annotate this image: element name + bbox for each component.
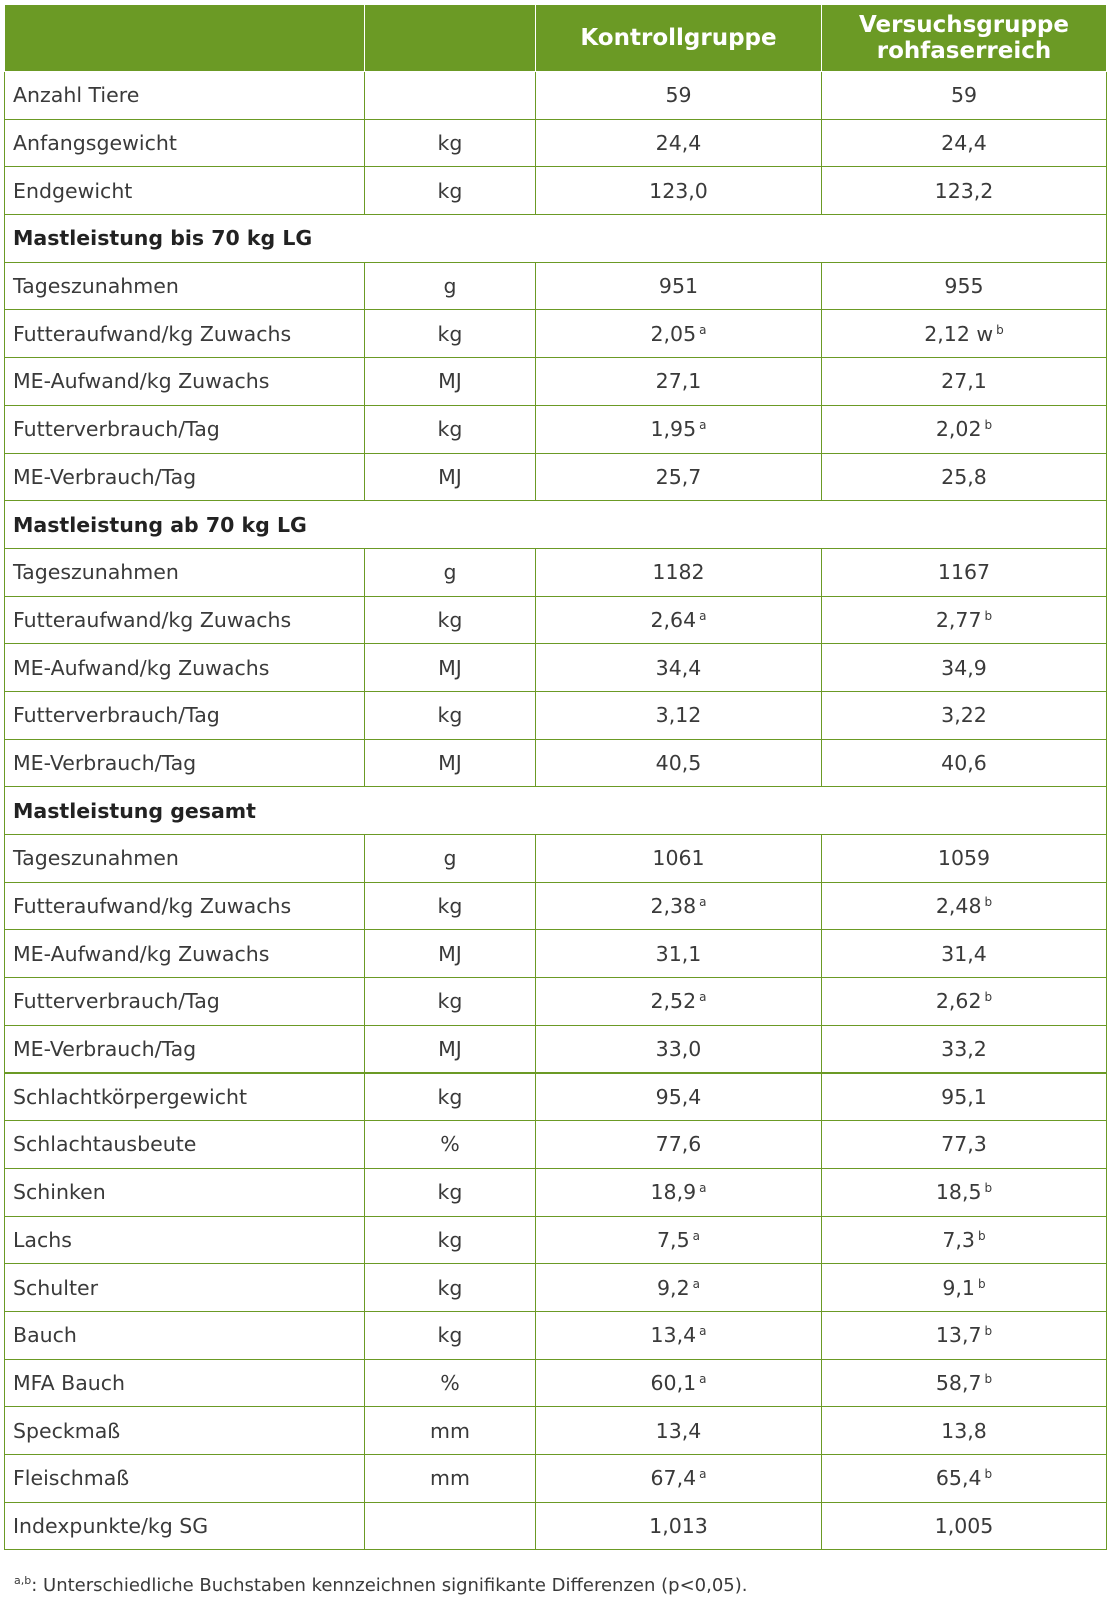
- results-table-container: [4, 4, 1106, 1550]
- significance-letter: b: [977, 1276, 986, 1291]
- row-value-kontrollgruppe-text: 7,5: [657, 1227, 690, 1252]
- row-label: [5, 453, 365, 501]
- row-unit: [365, 644, 536, 692]
- table-row: [5, 691, 1107, 739]
- row-label: [5, 1502, 365, 1550]
- table-row: [5, 1407, 1107, 1455]
- row-value-versuchsgruppe-text: 1059: [937, 846, 991, 871]
- row-unit: [365, 1216, 536, 1264]
- row-label-text: Anfangsgewicht: [13, 131, 177, 156]
- row-value-versuchsgruppe-text: 2,62: [935, 989, 982, 1014]
- row-value-versuchsgruppe: [822, 1073, 1107, 1121]
- row-value-kontrollgruppe: [536, 691, 822, 739]
- row-unit: [365, 1407, 536, 1455]
- row-label-text: Tageszunahmen: [13, 846, 179, 871]
- table-row: [5, 119, 1107, 167]
- row-label: [5, 262, 365, 310]
- row-label-text: ME-Aufwand/kg Zuwachs: [13, 369, 270, 394]
- row-unit-text: MJ: [438, 369, 462, 394]
- row-value-kontrollgruppe: [536, 1407, 822, 1455]
- row-label: [5, 930, 365, 978]
- row-value-versuchsgruppe-text: 1167: [937, 560, 991, 585]
- row-unit: [365, 548, 536, 596]
- significance-letter: b: [984, 990, 993, 1005]
- row-value-kontrollgruppe-text: 2,38: [650, 894, 697, 919]
- row-value-versuchsgruppe: [822, 835, 1107, 883]
- row-unit: [365, 1502, 536, 1550]
- row-label-text: ME-Verbrauch/Tag: [13, 1036, 197, 1061]
- row-unit: [365, 882, 536, 930]
- row-unit: [365, 978, 536, 1026]
- table-row: [5, 978, 1107, 1026]
- header-cell-label: [5, 5, 365, 72]
- row-value-kontrollgruppe-text: 1,013: [649, 1513, 708, 1538]
- row-value-kontrollgruppe-text: 2,52: [650, 989, 697, 1014]
- row-value-kontrollgruppe-text: 2,64: [650, 607, 697, 632]
- row-value-versuchsgruppe-text: 3,22: [941, 703, 987, 728]
- significance-letter: a: [699, 1467, 707, 1482]
- row-label-text: Futteraufwand/kg Zuwachs: [13, 321, 292, 346]
- table-row: [5, 72, 1107, 120]
- row-value-versuchsgruppe-text: 2,02: [935, 417, 982, 442]
- row-unit-text: MJ: [438, 750, 462, 775]
- row-value-versuchsgruppe: [822, 310, 1107, 358]
- row-value-kontrollgruppe: [536, 72, 822, 120]
- significance-letter: b: [984, 895, 993, 910]
- row-label-text: Tageszunahmen: [13, 560, 179, 585]
- row-value-kontrollgruppe: [536, 978, 822, 1026]
- header-cell-kontrollgruppe: Kontrollgruppe: [536, 5, 822, 72]
- table-row: [5, 167, 1107, 215]
- row-label: [5, 72, 365, 120]
- significance-letter: a: [692, 1276, 700, 1291]
- row-label-text: Speckmaß: [13, 1418, 121, 1443]
- table-body: [5, 72, 1107, 1550]
- row-value-versuchsgruppe-text: 40,6: [941, 750, 987, 775]
- significance-letter: a: [699, 1371, 707, 1386]
- row-label-text: Schlachtkörpergewicht: [13, 1085, 248, 1110]
- table-row: [5, 1073, 1107, 1121]
- row-value-versuchsgruppe: [822, 167, 1107, 215]
- row-value-versuchsgruppe: [822, 548, 1107, 596]
- row-value-versuchsgruppe-text: 65,4: [935, 1466, 982, 1491]
- row-value-kontrollgruppe-text: 34,4: [655, 655, 702, 680]
- row-label: [5, 1311, 365, 1359]
- row-unit-text: MJ: [438, 941, 462, 966]
- row-value-kontrollgruppe: [536, 1025, 822, 1073]
- row-label-text: Lachs: [13, 1227, 72, 1252]
- row-label-text: Endgewicht: [13, 178, 133, 203]
- row-value-kontrollgruppe: [536, 644, 822, 692]
- row-label-text: ME-Aufwand/kg Zuwachs: [13, 655, 270, 680]
- row-value-versuchsgruppe: [822, 1168, 1107, 1216]
- row-value-versuchsgruppe: [822, 930, 1107, 978]
- row-label: [5, 835, 365, 883]
- row-unit-text: g: [443, 560, 457, 585]
- significance-letter: a: [699, 895, 707, 910]
- row-value-kontrollgruppe-text: 123,0: [649, 178, 708, 203]
- row-label: [5, 405, 365, 453]
- row-label-text: Anzahl Tiere: [13, 83, 140, 108]
- row-value-kontrollgruppe-text: 1061: [652, 846, 705, 871]
- row-label: [5, 548, 365, 596]
- row-unit: [365, 119, 536, 167]
- row-value-kontrollgruppe-text: 95,4: [655, 1085, 702, 1110]
- row-unit: [365, 930, 536, 978]
- row-value-kontrollgruppe: [536, 930, 822, 978]
- row-value-versuchsgruppe: [822, 1502, 1107, 1550]
- row-unit: [365, 691, 536, 739]
- row-unit-text: kg: [437, 321, 463, 346]
- row-value-kontrollgruppe: [536, 358, 822, 406]
- row-value-versuchsgruppe-text: 18,5: [935, 1180, 982, 1205]
- row-value-kontrollgruppe: [536, 1359, 822, 1407]
- row-unit: [365, 1264, 536, 1312]
- row-unit: [365, 358, 536, 406]
- row-label: [5, 1073, 365, 1121]
- table-row: [5, 1025, 1107, 1073]
- row-label: [5, 167, 365, 215]
- row-label-text: Futterverbrauch/Tag: [13, 989, 220, 1014]
- row-unit: [365, 310, 536, 358]
- section-row: [5, 501, 1107, 549]
- row-value-kontrollgruppe-text: 25,7: [655, 464, 702, 489]
- header-versuchsgruppe-line1: Versuchsgruppe: [859, 12, 1069, 38]
- row-value-kontrollgruppe-text: 24,4: [655, 131, 702, 156]
- row-value-versuchsgruppe-text: 27,1: [941, 369, 987, 394]
- row-value-kontrollgruppe-text: 40,5: [655, 750, 702, 775]
- row-value-kontrollgruppe: [536, 310, 822, 358]
- row-value-kontrollgruppe: [536, 739, 822, 787]
- row-unit: [365, 1168, 536, 1216]
- row-unit: [365, 1359, 536, 1407]
- section-heading: Mastleistung gesamt: [5, 787, 1107, 835]
- row-unit-text: kg: [437, 178, 463, 203]
- section-heading: Mastleistung bis 70 kg LG: [5, 215, 1107, 263]
- significance-letter: a: [699, 322, 707, 337]
- table-row: [5, 882, 1107, 930]
- row-value-versuchsgruppe: [822, 644, 1107, 692]
- row-label-text: Schinken: [13, 1180, 106, 1205]
- row-value-versuchsgruppe-text: 2,48: [935, 894, 982, 919]
- row-value-versuchsgruppe: [822, 882, 1107, 930]
- row-value-versuchsgruppe-text: 955: [944, 274, 984, 299]
- row-label: [5, 882, 365, 930]
- row-value-versuchsgruppe-text: 31,4: [941, 941, 987, 966]
- row-unit-text: g: [443, 846, 457, 871]
- row-value-versuchsgruppe-text: 2,77: [935, 607, 982, 632]
- row-value-kontrollgruppe: [536, 1502, 822, 1550]
- row-unit-text: kg: [437, 1085, 463, 1110]
- row-unit: [365, 596, 536, 644]
- row-unit-text: kg: [437, 607, 463, 632]
- row-value-kontrollgruppe-text: 951: [658, 274, 699, 299]
- row-unit: [365, 1073, 536, 1121]
- row-label-text: Bauch: [13, 1323, 77, 1348]
- row-value-kontrollgruppe: [536, 882, 822, 930]
- row-value-versuchsgruppe: [822, 119, 1107, 167]
- row-unit-text: kg: [437, 1275, 463, 1300]
- table-header: [5, 5, 1107, 72]
- row-value-versuchsgruppe-text: 59: [950, 83, 978, 108]
- header-cell-versuchsgruppe: [822, 5, 1107, 72]
- significance-letter: b: [977, 1228, 986, 1243]
- row-label-text: MFA Bauch: [13, 1370, 126, 1395]
- row-value-versuchsgruppe: [822, 1121, 1107, 1169]
- row-value-kontrollgruppe: [536, 1168, 822, 1216]
- row-value-versuchsgruppe-text: 33,2: [941, 1036, 987, 1061]
- row-label-text: ME-Verbrauch/Tag: [13, 750, 197, 775]
- row-value-versuchsgruppe: [822, 1216, 1107, 1264]
- row-value-versuchsgruppe-text: 95,1: [941, 1085, 987, 1110]
- row-label: [5, 1359, 365, 1407]
- row-unit-text: kg: [437, 703, 463, 728]
- row-label-text: Futterverbrauch/Tag: [13, 417, 220, 442]
- row-value-versuchsgruppe-text: 13,8: [941, 1418, 987, 1443]
- significance-letter: a: [699, 418, 707, 433]
- row-label-text: Futterverbrauch/Tag: [13, 703, 220, 728]
- row-value-versuchsgruppe-text: 58,7: [935, 1370, 982, 1395]
- significance-letter: b: [984, 608, 993, 623]
- table-row: [5, 1216, 1107, 1264]
- row-label-text: Schlachtausbeute: [13, 1132, 197, 1157]
- significance-letter: a: [692, 1228, 700, 1243]
- row-value-kontrollgruppe: [536, 1454, 822, 1502]
- row-label-text: ME-Verbrauch/Tag: [13, 464, 197, 489]
- section-row: [5, 215, 1107, 263]
- row-value-versuchsgruppe-text: 2,12 w: [924, 321, 994, 346]
- header-row: [5, 5, 1107, 72]
- table-row: [5, 644, 1107, 692]
- header-versuchsgruppe-line2: rohfaserreich: [876, 38, 1052, 64]
- section-row: [5, 787, 1107, 835]
- table-row: [5, 1454, 1107, 1502]
- row-unit: [365, 405, 536, 453]
- row-unit: [365, 453, 536, 501]
- row-unit-text: %: [440, 1370, 460, 1395]
- row-value-versuchsgruppe: [822, 596, 1107, 644]
- row-unit-text: kg: [437, 1180, 463, 1205]
- row-label: [5, 739, 365, 787]
- row-value-versuchsgruppe: [822, 691, 1107, 739]
- row-unit: [365, 739, 536, 787]
- row-value-kontrollgruppe: [536, 262, 822, 310]
- row-label: [5, 1216, 365, 1264]
- row-value-versuchsgruppe: [822, 1311, 1107, 1359]
- row-label: [5, 1407, 365, 1455]
- row-value-versuchsgruppe-text: 7,3: [942, 1227, 975, 1252]
- row-value-kontrollgruppe-text: 1,95: [650, 417, 697, 442]
- row-unit-text: g: [443, 274, 457, 299]
- row-label: [5, 358, 365, 406]
- table-row: [5, 739, 1107, 787]
- row-label: [5, 691, 365, 739]
- row-value-kontrollgruppe-text: 27,1: [655, 369, 702, 394]
- row-unit-text: %: [440, 1132, 460, 1157]
- row-value-kontrollgruppe: [536, 1311, 822, 1359]
- row-unit: [365, 1311, 536, 1359]
- row-value-kontrollgruppe-text: 9,2: [657, 1275, 690, 1300]
- row-label: [5, 1264, 365, 1312]
- significance-letter: a: [699, 1324, 707, 1339]
- row-unit-text: kg: [437, 131, 463, 156]
- row-label-text: Schulter: [13, 1275, 99, 1300]
- row-value-kontrollgruppe-text: 18,9: [650, 1180, 697, 1205]
- row-label: [5, 596, 365, 644]
- significance-letter: a: [699, 990, 707, 1005]
- row-value-kontrollgruppe-text: 67,4: [650, 1466, 697, 1491]
- row-value-versuchsgruppe: [822, 72, 1107, 120]
- table-row: [5, 358, 1107, 406]
- row-label-text: ME-Aufwand/kg Zuwachs: [13, 941, 270, 966]
- row-value-kontrollgruppe-text: 2,05: [650, 321, 697, 346]
- table-row: [5, 1311, 1107, 1359]
- row-value-versuchsgruppe-text: 9,1: [942, 1275, 975, 1300]
- table-row: [5, 405, 1107, 453]
- row-value-kontrollgruppe-text: 13,4: [650, 1323, 697, 1348]
- row-value-kontrollgruppe: [536, 1264, 822, 1312]
- row-value-kontrollgruppe: [536, 405, 822, 453]
- row-value-versuchsgruppe: [822, 1025, 1107, 1073]
- row-value-versuchsgruppe: [822, 1454, 1107, 1502]
- significance-letter: a: [699, 608, 707, 623]
- row-unit-text: kg: [437, 1227, 463, 1252]
- row-unit: [365, 1121, 536, 1169]
- row-unit-text: kg: [437, 989, 463, 1014]
- row-value-kontrollgruppe-text: 13,4: [655, 1418, 702, 1443]
- row-unit: [365, 262, 536, 310]
- row-value-kontrollgruppe: [536, 596, 822, 644]
- row-value-kontrollgruppe: [536, 835, 822, 883]
- row-value-kontrollgruppe-text: 60,1: [650, 1370, 697, 1395]
- table-row: [5, 1502, 1107, 1550]
- row-value-versuchsgruppe: [822, 1264, 1107, 1312]
- significance-letter: b: [984, 1181, 993, 1196]
- row-value-versuchsgruppe: [822, 978, 1107, 1026]
- row-value-versuchsgruppe: [822, 405, 1107, 453]
- row-label: [5, 119, 365, 167]
- row-label: [5, 310, 365, 358]
- row-value-versuchsgruppe-text: 13,7: [935, 1323, 982, 1348]
- table-row: [5, 548, 1107, 596]
- row-label-text: Tageszunahmen: [13, 274, 179, 299]
- table-row: [5, 930, 1107, 978]
- row-value-kontrollgruppe: [536, 1121, 822, 1169]
- row-label: [5, 1168, 365, 1216]
- row-unit-text: mm: [430, 1418, 470, 1443]
- footnote-superscript: a,b: [14, 1574, 32, 1587]
- row-value-versuchsgruppe: [822, 358, 1107, 406]
- row-unit-text: mm: [430, 1466, 470, 1491]
- row-label-text: Futteraufwand/kg Zuwachs: [13, 894, 292, 919]
- row-unit-text: kg: [437, 417, 463, 442]
- row-value-versuchsgruppe-text: 25,8: [941, 464, 987, 489]
- table-row: [5, 1168, 1107, 1216]
- results-table: [4, 4, 1107, 1550]
- significance-letter: b: [984, 418, 993, 433]
- row-value-versuchsgruppe-text: 34,9: [941, 655, 987, 680]
- row-value-versuchsgruppe-text: 24,4: [941, 131, 987, 156]
- row-value-versuchsgruppe-text: 1,005: [934, 1513, 994, 1538]
- row-label-text: Futteraufwand/kg Zuwachs: [13, 607, 292, 632]
- row-label: [5, 644, 365, 692]
- row-value-versuchsgruppe: [822, 739, 1107, 787]
- row-value-kontrollgruppe-text: 33,0: [655, 1036, 702, 1061]
- table-row: [5, 1264, 1107, 1312]
- footnote: [14, 1574, 747, 1596]
- row-unit-text: MJ: [438, 655, 462, 680]
- row-value-kontrollgruppe-text: 59: [665, 83, 692, 108]
- row-label-text: Indexpunkte/kg SG: [13, 1513, 209, 1538]
- table-row: [5, 596, 1107, 644]
- table-row: [5, 1121, 1107, 1169]
- row-value-kontrollgruppe: [536, 548, 822, 596]
- row-value-kontrollgruppe-text: 31,1: [655, 941, 702, 966]
- row-unit-text: kg: [437, 894, 463, 919]
- table-row: [5, 453, 1107, 501]
- table-row: [5, 310, 1107, 358]
- significance-letter: b: [984, 1324, 993, 1339]
- significance-letter: b: [984, 1371, 993, 1386]
- row-value-versuchsgruppe-text: 123,2: [934, 178, 994, 203]
- row-unit-text: MJ: [438, 1036, 462, 1061]
- row-unit-text: kg: [437, 1323, 463, 1348]
- section-heading: Mastleistung ab 70 kg LG: [5, 501, 1107, 549]
- footnote-text: : Unterschiedliche Buchstaben kennzeichnen signifikante Differenzen (p<0,05).: [31, 1575, 748, 1596]
- significance-letter: b: [984, 1467, 993, 1482]
- row-unit-text: MJ: [438, 464, 462, 489]
- table-row: [5, 1359, 1107, 1407]
- row-label-text: Fleischmaß: [13, 1466, 130, 1491]
- row-label: [5, 1025, 365, 1073]
- header-cell-unit: [365, 5, 536, 72]
- row-value-kontrollgruppe: [536, 1216, 822, 1264]
- row-value-kontrollgruppe: [536, 453, 822, 501]
- row-label: [5, 1454, 365, 1502]
- row-unit: [365, 72, 536, 120]
- significance-letter: b: [996, 322, 1004, 337]
- row-value-versuchsgruppe: [822, 1407, 1107, 1455]
- row-unit: [365, 1454, 536, 1502]
- row-value-versuchsgruppe: [822, 453, 1107, 501]
- row-unit: [365, 1025, 536, 1073]
- row-unit: [365, 167, 536, 215]
- row-unit: [365, 835, 536, 883]
- row-value-kontrollgruppe-text: 1182: [652, 560, 705, 585]
- significance-letter: a: [699, 1181, 707, 1196]
- row-value-kontrollgruppe-text: 3,12: [655, 703, 702, 728]
- row-value-kontrollgruppe: [536, 1073, 822, 1121]
- row-label: [5, 978, 365, 1026]
- row-value-kontrollgruppe: [536, 167, 822, 215]
- row-value-versuchsgruppe-text: 77,3: [941, 1132, 987, 1157]
- row-value-versuchsgruppe: [822, 1359, 1107, 1407]
- table-row: [5, 262, 1107, 310]
- table-row: [5, 835, 1107, 883]
- row-value-kontrollgruppe: [536, 119, 822, 167]
- row-value-versuchsgruppe: [822, 262, 1107, 310]
- row-value-kontrollgruppe-text: 77,6: [655, 1132, 702, 1157]
- row-label: [5, 1121, 365, 1169]
